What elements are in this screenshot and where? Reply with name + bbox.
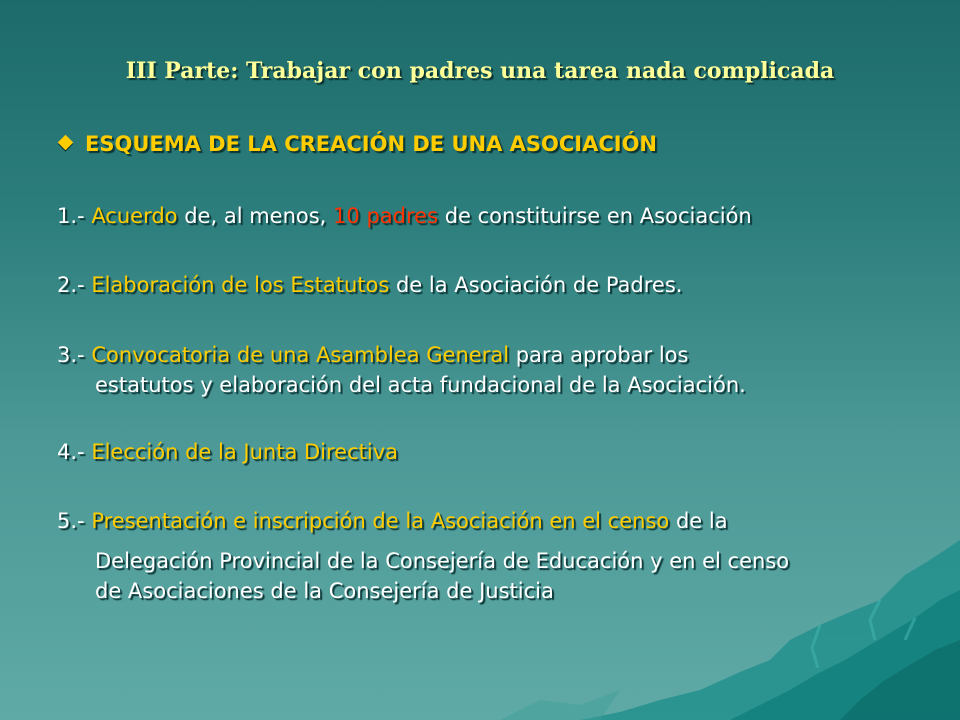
diamond-bullet-icon — [58, 135, 74, 151]
item-text: de la Asociación de Padres. — [395, 273, 683, 297]
item-text: para aprobar los — [515, 343, 689, 367]
item-number: 2.- — [57, 273, 85, 297]
item-number: 5.- — [57, 509, 85, 533]
item-highlight: Convocatoria de una Asamblea General — [91, 343, 510, 367]
list-item-3 — [57, 340, 917, 400]
list-item-2 — [57, 270, 917, 300]
list-item-1 — [57, 201, 917, 231]
section-heading — [60, 132, 657, 156]
item-number: 1.- — [57, 204, 85, 228]
item-continuation: de Asociaciones de la Consejería de Justicia — [95, 579, 554, 603]
item-text: de constituirse en Asociación — [444, 204, 752, 228]
heading-text: ESQUEMA DE LA CREACIÓN DE UNA ASOCIACIÓN — [85, 132, 657, 156]
slide-title: III Parte: Trabajar con padres una tarea nada complicada — [125, 58, 835, 84]
item-emphasis: 10 padres — [333, 204, 439, 228]
item-continuation: estatutos y elaboración del acta fundacional de la Asociación. — [95, 373, 746, 397]
list-item-4 — [57, 437, 917, 467]
item-continuation: Delegación Provincial de la Consejería de Educación y en el censo — [95, 549, 790, 573]
item-highlight: Presentación e inscripción de la Asociación en el censo — [91, 509, 670, 533]
list-item-5 — [57, 506, 917, 606]
item-text: de la — [675, 509, 728, 533]
item-highlight: Elección de la Junta Directiva — [91, 440, 398, 464]
item-number: 3.- — [57, 343, 85, 367]
item-number: 4.- — [57, 440, 85, 464]
item-highlight: Acuerdo — [91, 204, 178, 228]
item-text: de, al menos, — [184, 204, 327, 228]
item-highlight: Elaboración de los Estatutos — [91, 273, 390, 297]
